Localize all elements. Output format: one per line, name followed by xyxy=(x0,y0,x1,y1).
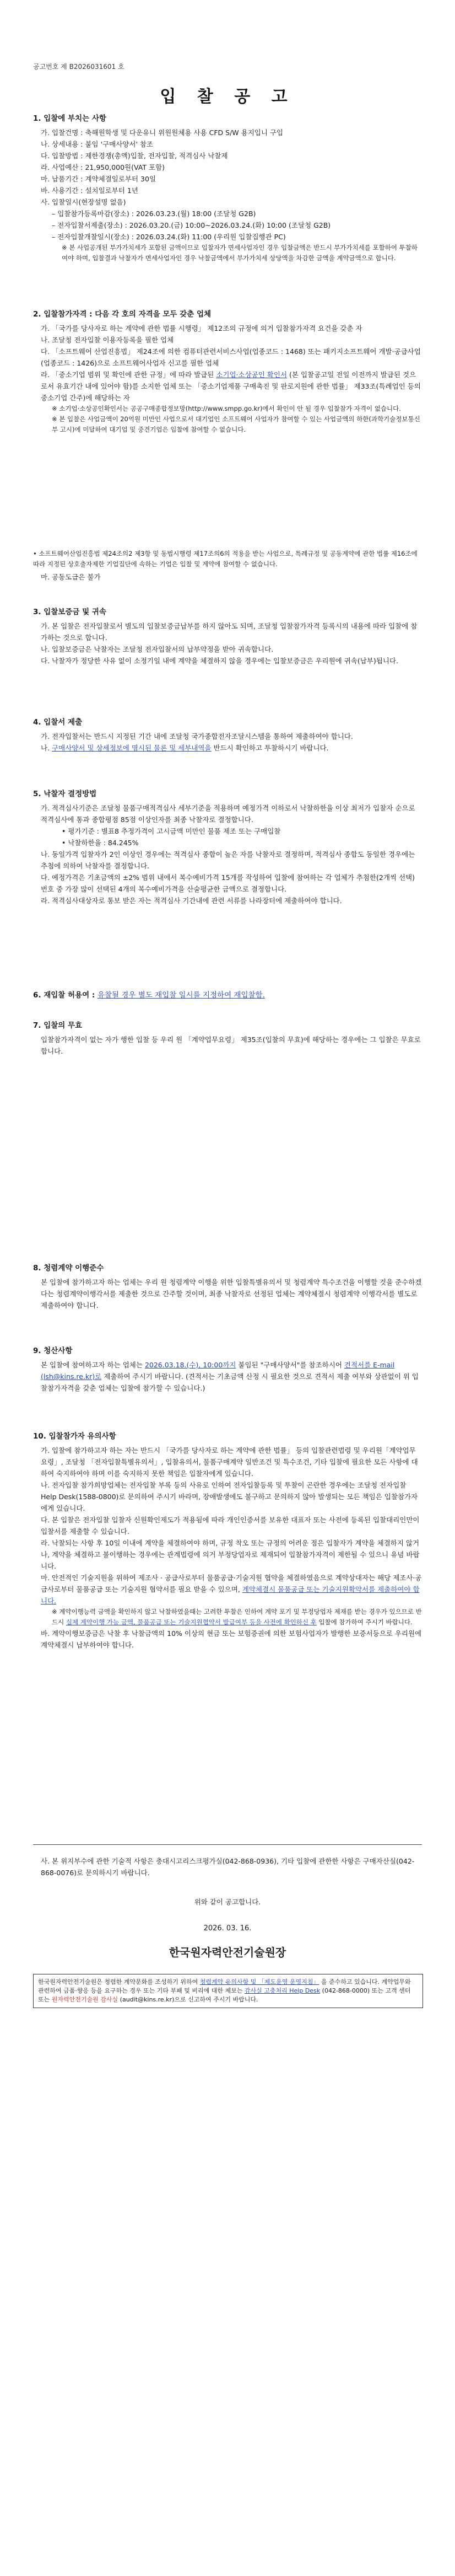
page-title: 입 찰 공 고 xyxy=(160,87,295,106)
supply-agreement-link[interactable]: 계약체결시 물품공급 또는 기술지원확약서를 제출하여야 합니다. xyxy=(41,1585,420,1605)
list-item: 라. 적격심사대상자로 통보 받은 자는 적격심사 기간내에 관련 서류를 나라장터에 제출하여야 합니다. xyxy=(41,897,342,905)
notice-tail: 위와 같이 공고합니다. xyxy=(194,1898,261,1906)
list-item xyxy=(33,369,422,404)
section-heading: 4. 입찰서 제출 xyxy=(33,718,83,727)
section-7 xyxy=(33,1020,422,1057)
notice-date: 2026. 03. 16. xyxy=(203,1924,252,1933)
section-heading xyxy=(33,990,422,1001)
list-item: 입찰참가자격이 없는 자가 행한 입찰 등 우리 원 「계약업무요령」 제35조(입찰의 무효)에 해당하는 경우에는 그 입찰은 무효로 합니다. xyxy=(41,1035,421,1055)
bullet-item: • 낙찰하한율 : 84.245% xyxy=(62,839,139,847)
list-item: 다. 예정가격은 기초금액의 ±2% 범위 내에서 복수예비가격 15개를 작성하여 입찰에 참여하는 각 업체가 추첨한(2개씩 선택) 번호 중 가장 많이 선택된 4개의 복수예비가격을 산술평균한 금액으로 결정합니다. xyxy=(41,873,415,893)
section-10 xyxy=(33,1431,422,1651)
bullet-item: • 평가기준 : 별표8 추정가격이 고시금액 미만인 물품 제조 또는 구매입찰 xyxy=(62,827,281,835)
audit-office-text: 원자력안전기술원 감사실 xyxy=(51,1996,118,2003)
section-9 xyxy=(33,1345,422,1394)
section-2-note xyxy=(33,549,422,582)
item-text: 본 입찰에 참여하고자 하는 업체는 xyxy=(41,1361,143,1369)
list-item: 라. 사업예산 : 21,950,000원(VAT 포함) xyxy=(41,163,165,171)
capacity-check-link[interactable]: 실제 계약이행 가능 금액, 물품공급 또는 기술지원협약서 발급여부 등을 사전에 확인하신 후 xyxy=(66,1618,317,1626)
section-5 xyxy=(33,788,422,906)
list-item: 사. 입찰일시(현장설명 없음) xyxy=(41,198,126,206)
section-4 xyxy=(33,717,422,754)
schedule-item: – 전자입찰서제출(장소) : 2026.03.20.(금) 10:00~2026.03.24.(화) 10:00 (조달청 G2B) xyxy=(52,221,331,229)
note xyxy=(33,1607,422,1628)
list-item xyxy=(33,1572,422,1607)
list-item xyxy=(33,1359,422,1394)
notice-text: 을 준수하고 있습니다. xyxy=(321,1978,380,1985)
notice-text: (audit@kins.re.kr)으로 신고하여 주시기 바랍니다. xyxy=(120,1996,258,2003)
list-item: 가. 「국가를 당사자로 하는 계약에 관한 법률 시행령」 제12조의 규정에 의거 입찰참가자격 요건을 갖춘 자 xyxy=(41,324,362,332)
section-2 xyxy=(33,309,422,435)
notice-text: 계약업무와 관련하여 금품·향응 등을 요구하는 경우 또는 기타 부패 및 비리에 대한 제보는 xyxy=(38,1978,411,1994)
list-item: 본 입찰에 참가하고자 하는 업체는 우리 원 청렴계약 이행을 위한 입찰특별유의서 및 청렴계약 특수조건을 이행할 것을 준수하겠다는 청렴계약이행각서를 제출한 것으로 간주할 것이며, 최종 낙찰자로 선정된 업체는 계약체결시 청렴계약 이행각서를 별도로 제출하여야 합니다. xyxy=(41,1278,422,1310)
spec-detail-link[interactable]: 구매사양서 및 상세정보에 명시된 물론 및 세부내역을 xyxy=(52,744,212,752)
section-heading: 7. 입찰의 무효 xyxy=(33,1021,83,1030)
section-6 xyxy=(33,990,422,1003)
section-11 xyxy=(33,1855,422,1879)
smba-certificate-link[interactable]: 소기업·소상공인 확인서 xyxy=(216,371,288,379)
section-heading: 2. 입찰참가자격 : 다음 각 호의 자격을 모두 갖춘 업체 xyxy=(33,310,212,319)
note-text: ※ 계약이행능력 금액을 확인하지 않고 낙찰하였을때는 고려한 투찰은 인하여 계약 포기 및 부정당업자 제재를 받는 경우가 있으므로 반드시 xyxy=(52,1608,422,1626)
list-item: 가. 전자입찰서는 반드시 지정된 기간 내에 조달청 국가종합전자조달시스템을 통하여 제출하여야 합니다. xyxy=(41,732,353,740)
list-item: 나. 조달청 전자입찰 이용자등록을 필한 업체 xyxy=(41,336,174,344)
item-text: 라. 「중소기업 범위 및 확인에 관한 규정」에 따라 발급된 xyxy=(41,371,214,379)
section-heading: 8. 청렴계약 이행준수 xyxy=(33,1264,104,1273)
list-item xyxy=(33,742,422,754)
list-item: 마. 납품기간 : 계약체결일로부터 30일 xyxy=(41,175,156,183)
list-item: 다. 「소프트웨어 산업진흥법」 제24조에 의한 컴퓨터관련서비스사업(업종코드 : 1468) 또는 패키지소프트웨어 개발·공급사업(업종코드 : 1426)으로 소프트웨어사업자 신고를 필한 업체 xyxy=(41,347,421,367)
section-heading: 10. 입찰참가자 유의사항 xyxy=(33,1432,116,1441)
list-item: 다. 본 입찰은 전자입찰 입찰자 신원확인제도가 적용됨에 따라 개인인증서를 보유한 대표자 또는 사전에 등록된 입찰대리인만이 입찰서를 제출할 수 있습니다. xyxy=(41,1516,420,1536)
email-link[interactable]: 견적서를 E-mail (lsh@kins.re.kr)로 xyxy=(41,1361,395,1381)
item-text: 제출하여 주시기 바랍니다. (견적서는 기초금액 산정 시 필요한 것으로 견적서 제출 여부와 상관없이 위 입찰참가자격을 갖춘 업체는 입찰에 참가할 수 있습니다.) xyxy=(41,1372,419,1392)
section-heading: 9. 청산사항 xyxy=(33,1346,73,1355)
note: • 소프트웨어산업진흥법 제24조의2 제3항 및 동법시행령 제17조의6의 적용을 받는 사업으로, 특례규정 및 공동계약에 관한 법률 제16조에 따라 지정된 상호출자제한 기업집단에 속하는 기업은 입찰 및 계약에 참여할 수 없습니다. xyxy=(33,550,418,568)
note-text: 입찰에 참가하여 주시기 바랍니다. xyxy=(318,1618,413,1626)
schedule-item: – 전자입찰개찰일시(장소) : 2026.03.24.(화) 11:00 (우리원 입찰집행관 PC) xyxy=(52,233,286,241)
doc-number: 공고번호 제 B2026031601 호 xyxy=(33,63,124,71)
list-item: 바. 사용기간 : 설치일로부터 1년 xyxy=(41,186,138,195)
section-heading: 5. 낙찰자 결정방법 xyxy=(33,790,97,798)
list-item: 마. 공동도급은 불가 xyxy=(41,573,101,581)
section-3 xyxy=(33,607,422,667)
list-item: 라. 낙찰되는 사항 후 10일 이내에 계약을 체결하여야 하며, 규정 착오 또는 규정의 어려운 점은 입찰자가 계약을 체결하지 않거나, 계약을 체결하고 불이행하는 경우에는 관계법령에 의거 부정당업자로 제재되어 입찰참가자격이 제한될 수 있으니 유념 바랍니다. xyxy=(41,1539,420,1570)
list-item: 가. 본 입찰은 전자입찰로서 별도의 입찰보증금납부를 하지 않아도 되며, 조달청 입찰참가자격 등록시의 내용에 따라 입찰에 참가하는 것으로 합니다. xyxy=(41,622,418,642)
list-item: 다. 낙찰자가 정당한 사유 없이 소정기일 내에 계약을 체결하지 않을 경우에는 입찰보증금은 우리원에 귀속(납부)됩니다. xyxy=(41,657,398,665)
list-item: 가. 입찰건명 : 축해원학생 및 다운유니 위원원체용 사용 CFD S/W 용지입니 구입 xyxy=(41,128,284,137)
divider xyxy=(33,1844,422,1845)
list-item: 사. 본 위지부수에 관한 기술적 사항은 충대시고리스크평가실(042-868-0936), 기타 입찰에 관한한 사항은 구매자산실(042-868-0076)로 문의하시기 바랍니다. xyxy=(41,1857,415,1877)
item-text: (본 입찰공고일 전일 이전까지 발급된 것으로서 유효기간 내에 있어야 함)를 소지한 업체 또는 「중소기업제품 구매촉진 및 판로지원에 관한 법률」 제33조(특례업인 등의 중소기업 간주)에 해당하는 자 xyxy=(41,371,421,402)
note: ※ 소기업·소상공인확인서는 공공구매종합정보망(http://www.smpp.go.kr)에서 확인이 안 될 경우 입찰참가 자격이 없습니다. xyxy=(52,405,401,412)
notice-text: (042-868-0000) 또는 고객 센터 또는 xyxy=(38,1987,411,2003)
list-item: 바. 계약이행보증금은 낙찰 후 낙찰금액의 10% 이상의 현금 또는 보험증권에 의한 보험사업자가 발행한 보증서등으로 우리원에 계약체결시 납부하여야 합니다. xyxy=(41,1629,422,1649)
list-item: 나. 입찰보증금은 낙찰자는 조달청 전자입찰서의 납부약정을 받아 귀속합니다. xyxy=(41,645,274,653)
notice-text: 한국원자력안전기술원은 청렴한 계약문화를 조성하기 위하여 xyxy=(38,1978,198,1985)
section-heading: 3. 입찰보증금 및 귀속 xyxy=(33,608,106,616)
item-text: 마. 안전적인 기술지원을 위하여 제조사 · 공급사로부터 물품공급·기술지원 협약을 체결하였음으로 계약상대자는 해당 제조사·공급사로부터 물품공급 또는 기술지원 협약서를 필요 받을 수 있으며, xyxy=(41,1574,422,1593)
section-8 xyxy=(33,1263,422,1311)
heading-text: 6. 재입찰 허용여 : xyxy=(33,991,98,1000)
list-item: 가. 적격심사기준은 조달청 물품구매적격심사 세부기준을 적용하며 예정가격 이하로서 낙찰하한율 이상 최저가 입찰자 순으로 적격심사에 통과 종합평점 85점 이상인자를 최종 낙찰자로 결정합니다. xyxy=(41,804,415,824)
issuer-name: 한국원자력안전기술원장 xyxy=(169,1946,286,1959)
integrity-rules-link[interactable]: 청렴계약 유의사항 및 「제도운영 운영지침」 xyxy=(199,1978,319,1985)
helpdesk-link[interactable]: 감사실 고충처리 Help Desk xyxy=(244,1987,321,1994)
rebid-link[interactable]: 유찰될 경우 별도 재입찰 일시를 지정하여 재입찰함. xyxy=(97,991,265,1000)
item-text: 붙임된 "구매사양서"를 참조하시어 xyxy=(238,1361,342,1369)
list-item: 나. 동일가격 입찰자가 2인 이상인 경우에는 적격심사 종합이 높은 자를 낙찰자로 결정하며, 적격심사 종합도 동일한 경우에는 추첨에 의하여 낙찰자를 결정합니다. xyxy=(41,850,415,870)
section-1 xyxy=(33,113,422,264)
section-heading: 1. 입찰에 부치는 사항 xyxy=(33,114,106,123)
item-text: 나. xyxy=(41,744,50,752)
list-item: 나. 전자입찰 참가희망업체는 전자입찰 부록 등의 사유로 인하여 전자입찰등록 및 투찰이 곤란한 경우에는 조달청 전자입찰 Help Desk(1588-0800)로 문의하여 주시기 바라며, 장애발생에도 불구하고 문의하지 않아 발생되는 모든 책임은 입찰참가자에게 있습니다. xyxy=(41,1481,418,1512)
schedule-item: – 입찰참가등록마감(장소) : 2026.03.23.(월) 18:00 (조달청 G2B) xyxy=(52,210,256,218)
list-item: 다. 입찰방법 : 제한경쟁(총액)입찰, 전자입찰, 적격심사 낙찰제 xyxy=(41,152,228,160)
item-text: 반드시 확인하고 투찰하시기 바랍니다. xyxy=(213,744,329,752)
schedule-note: ※ 본 사업공개된 부가가치세가 포함된 금액이므로 입찰자가 면세사업자인 경우 입찰금액은 반드시 부가가치세를 포함하여 투찰하여야 하며, 입찰결과 낙찰자가 면세사업자인 경우 낙찰금액에서 부가가치세 상당액을 차감한 금액을 계약금액으로 합니다. xyxy=(62,244,418,262)
list-item: 가. 입찰에 참가하고자 하는 자는 반드시 「국가를 당사자로 하는 계약에 관한 법률」 등의 입찰관련법령 및 우리원「계약업무요령」, 조달청 「전자입찰특별유의서」, 입찰유의서, 물품구매계약 일반조건 및 특수조건, 기타 입찰에 필요한 모든 사항에 대하여 숙지하여야 하며 이를 숙지하지 못한 책임은 입찰자에게 있습니다. xyxy=(41,1446,418,1478)
integrity-notice-box xyxy=(33,1974,423,2008)
list-item: 나. 상세내용 : 붙임 '구매사양서' 참조 xyxy=(41,140,153,148)
note: ※ 본 입찰은 사업금액이 20억원 미만인 사업으로서 대기업인 소프트웨어 사업자가 참여할 수 있는 사업금액의 하한(과학기술정보통신부 고시)에 미달하여 대기업 및 중견기업은 입찰에 참여할 수 없습니다. xyxy=(52,415,420,433)
deadline-link[interactable]: 2026.03.18.(수), 10:00까지 xyxy=(144,1361,236,1369)
